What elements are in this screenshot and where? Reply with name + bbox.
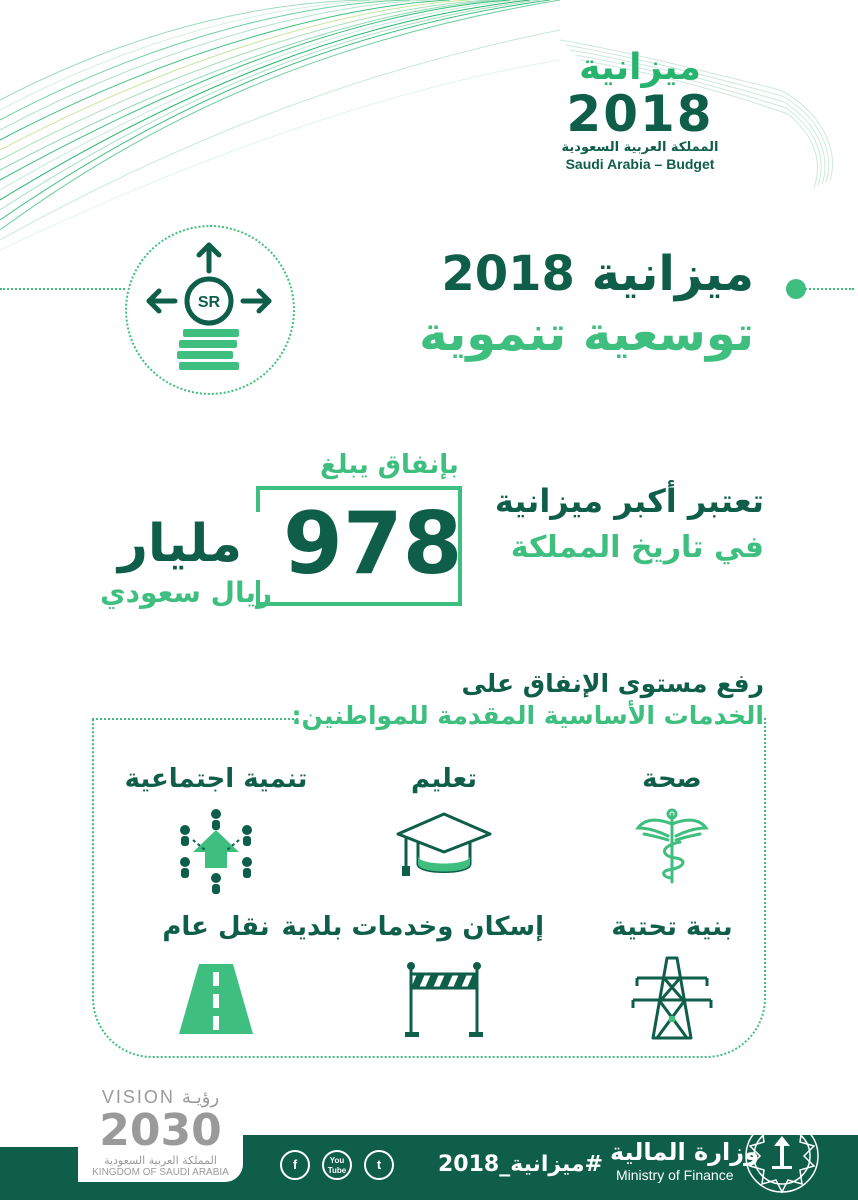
community-arrow-icon: [171, 806, 261, 896]
spending-unit: مليار: [118, 514, 243, 574]
vision-year: 2030: [99, 1105, 222, 1156]
bullet-dot: [786, 279, 806, 299]
facebook-icon[interactable]: f: [280, 1150, 310, 1180]
claim-strong: أكبر ميزانية: [494, 482, 677, 520]
ministry-emblem-icon: [738, 1112, 826, 1200]
page-title: ميزانية 2018: [441, 246, 754, 302]
service-social-development: [116, 762, 316, 896]
vision-label: VISION رؤيـة: [101, 1087, 220, 1107]
graduation-cap-icon: [394, 806, 494, 886]
service-health: [572, 762, 772, 886]
vision-2030-logo: [78, 1078, 243, 1182]
services-frame-top: [92, 718, 298, 720]
ministry-name-en: Ministry of Finance: [616, 1167, 734, 1183]
caduceus-icon: [632, 806, 712, 886]
service-label: صحة: [642, 764, 702, 794]
services-heading: رفع مستوى الإنفاق على: [461, 669, 764, 698]
logo-year: 2018: [566, 85, 714, 143]
service-housing-municipal: [281, 910, 544, 1044]
barrier-icon: [399, 954, 489, 1044]
sr-text: SR: [197, 294, 221, 311]
budget-claim: [495, 480, 764, 522]
service-label: تنمية اجتماعية: [124, 764, 308, 794]
logo-title: ميزانية: [579, 47, 701, 88]
service-label: إسكان وخدمات بلدية: [281, 912, 544, 942]
service-infrastructure: [572, 910, 772, 1044]
ministry-name-ar: وزارة المالية: [610, 1138, 760, 1166]
decorative-waves: [0, 0, 858, 260]
vision-country-en: KINGDOM OF SAUDI ARABIA: [92, 1167, 229, 1178]
road-icon: [171, 954, 261, 1044]
service-label: بنية تحتية: [611, 912, 733, 942]
spending-currency: ريال سعودي: [100, 576, 273, 609]
sr-coins-arrows-icon: [125, 225, 295, 395]
logo-country-ar: المملكة العربية السعودية: [561, 140, 719, 155]
claim-prefix: تعتبر: [676, 482, 764, 520]
spending-label: بإنفاق يبلغ: [320, 450, 459, 480]
service-public-transport: [116, 910, 316, 1044]
page-subtitle: توسعية تنموية: [419, 306, 754, 362]
twitter-icon[interactable]: t: [364, 1150, 394, 1180]
dotted-divider: [0, 288, 125, 292]
power-tower-icon: [627, 954, 717, 1044]
service-label: نقل عام: [162, 912, 270, 942]
budget-claim-line2: في تاريخ المملكة: [510, 530, 764, 565]
hashtag[interactable]: #ميزانية_2018: [438, 1152, 604, 1177]
youtube-icon[interactable]: You Tube: [322, 1150, 352, 1180]
service-education: [344, 762, 544, 886]
amount-frame-corner: [256, 486, 260, 512]
vision-country-ar: المملكة العربية السعودية: [104, 1154, 217, 1167]
services-subheading: الخدمات الأساسية المقدمة للمواطنين:: [291, 701, 764, 730]
logo-country-en: Saudi Arabia – Budget: [565, 156, 715, 172]
spending-amount: 978: [283, 494, 463, 594]
service-label: تعليم: [410, 764, 478, 794]
budget-2018-logo: [560, 48, 720, 188]
